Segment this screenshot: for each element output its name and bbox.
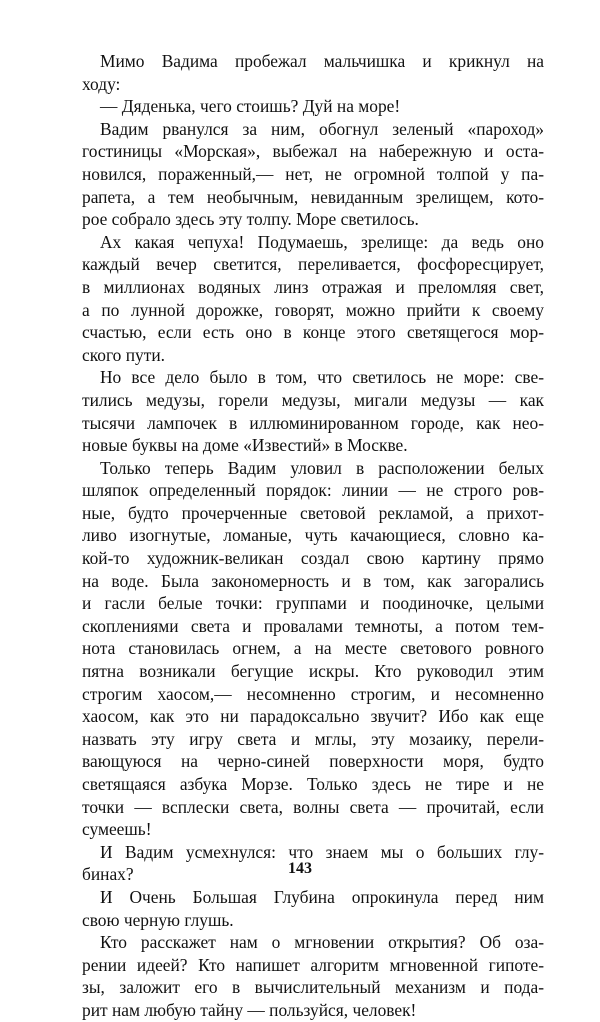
text-line: рит нам любую тайну — пользуйся, человек! [82, 999, 417, 1020]
text-line: Только теперь Вадим уловил в расположении белых [100, 457, 544, 478]
text-line: а по лунной дорожке, говорят, можно прийти к своему [82, 299, 544, 320]
text-line: пятна возникали бегущие искры. Кто руководил этим [82, 661, 544, 682]
text-line: точки — всплески света, волны света — прочитай, если [82, 796, 544, 817]
text-line: новые буквы на доме «Известий» в Москве. [82, 435, 408, 456]
text-line: Кто расскажет нам о мгновении открытия? Об оза- [100, 932, 544, 953]
text-line: ные, будто прочерченные световой рекламой, а прихот- [82, 502, 544, 523]
text-line: — Дяденька, чего стоишь? Дуй на море! [100, 96, 401, 117]
text-line: бинах? [82, 864, 134, 885]
text-line: шляпок определенный порядок: линии — не строго ров- [82, 480, 544, 501]
text-line: И Очень Большая Глубина опрокинула перед ним [100, 886, 544, 907]
text-line: рении идеей? Кто напишет алгоритм мгновенной гипоте- [82, 954, 544, 975]
text-line: новился, пораженный,— нет, не огромной толпой у па- [82, 163, 544, 184]
text-line: рапета, а тем необычным, невиданным зрелищем, кото- [82, 186, 544, 207]
text-line: ходу: [82, 73, 121, 94]
text-line: в миллионах водяных линз отражая и преломляя свет, [82, 276, 544, 297]
text-line: тысячи лампочек в иллюминированном городе, как нео- [82, 412, 544, 433]
text-line: свою черную глушь. [82, 909, 234, 930]
text-line: рое собрало здесь эту толпу. Море светилось. [82, 209, 419, 230]
text-line: Но все дело было в том, что светилось не море: све- [100, 367, 544, 388]
text-line: зы, заложит его в вычислительный механизм и пода- [82, 977, 544, 998]
text-line: Вадим рванулся за ним, обогнул зеленый «пароход» [100, 118, 544, 139]
text-line: скоплениями света и провалами темноты, а потом тем- [82, 615, 544, 636]
text-line: нота становилась огнем, а на месте светового ровного [82, 638, 544, 659]
text-line: вающуюся на черно-синей поверхности моря, будто [82, 751, 544, 772]
text-line: и гасли белые точки: группами и поодиночке, целыми [82, 593, 544, 614]
text-line: строгим хаосом,— несомненно строгим, и несомненно [82, 683, 544, 704]
text-line: кой-то художник-великан создал свою картину прямо [82, 548, 544, 569]
text-line: тились медузы, горели медузы, мигали медузы — как [82, 389, 544, 410]
text-line: гостиницы «Морская», выбежал на набережную и оста- [82, 141, 544, 162]
text-line: счастью, если есть оно в конце этого светящегося мор- [82, 322, 544, 343]
page-number: 143 [288, 860, 312, 877]
text-line: И Вадим усмехнулся: что знаем мы о больших глу- [100, 841, 544, 862]
text-line: ливо изогнутые, ломаные, чуть качающиеся, словно ка- [82, 525, 544, 546]
text-line: каждый вечер светится, переливается, фосфоресцирует, [82, 254, 544, 275]
text-line: Ах какая чепуха! Подумаешь, зрелище: да ведь оно [100, 231, 544, 252]
text-line: ского пути. [82, 344, 165, 365]
text-line: на воде. Была закономерность и в том, как загорались [82, 570, 544, 591]
text-line: светящаяся азбука Морзе. Только здесь не тире и не [82, 774, 544, 794]
text-line: хаосом, как это ни парадоксально звучит? Ибо как еще [82, 706, 544, 727]
text-line: Мимо Вадима пробежал мальчишка и крикнул на [100, 51, 544, 71]
text-line: назвать эту игру света и мглы, эту мозаику, перели- [82, 728, 544, 749]
text-line: сумеешь! [82, 819, 152, 840]
